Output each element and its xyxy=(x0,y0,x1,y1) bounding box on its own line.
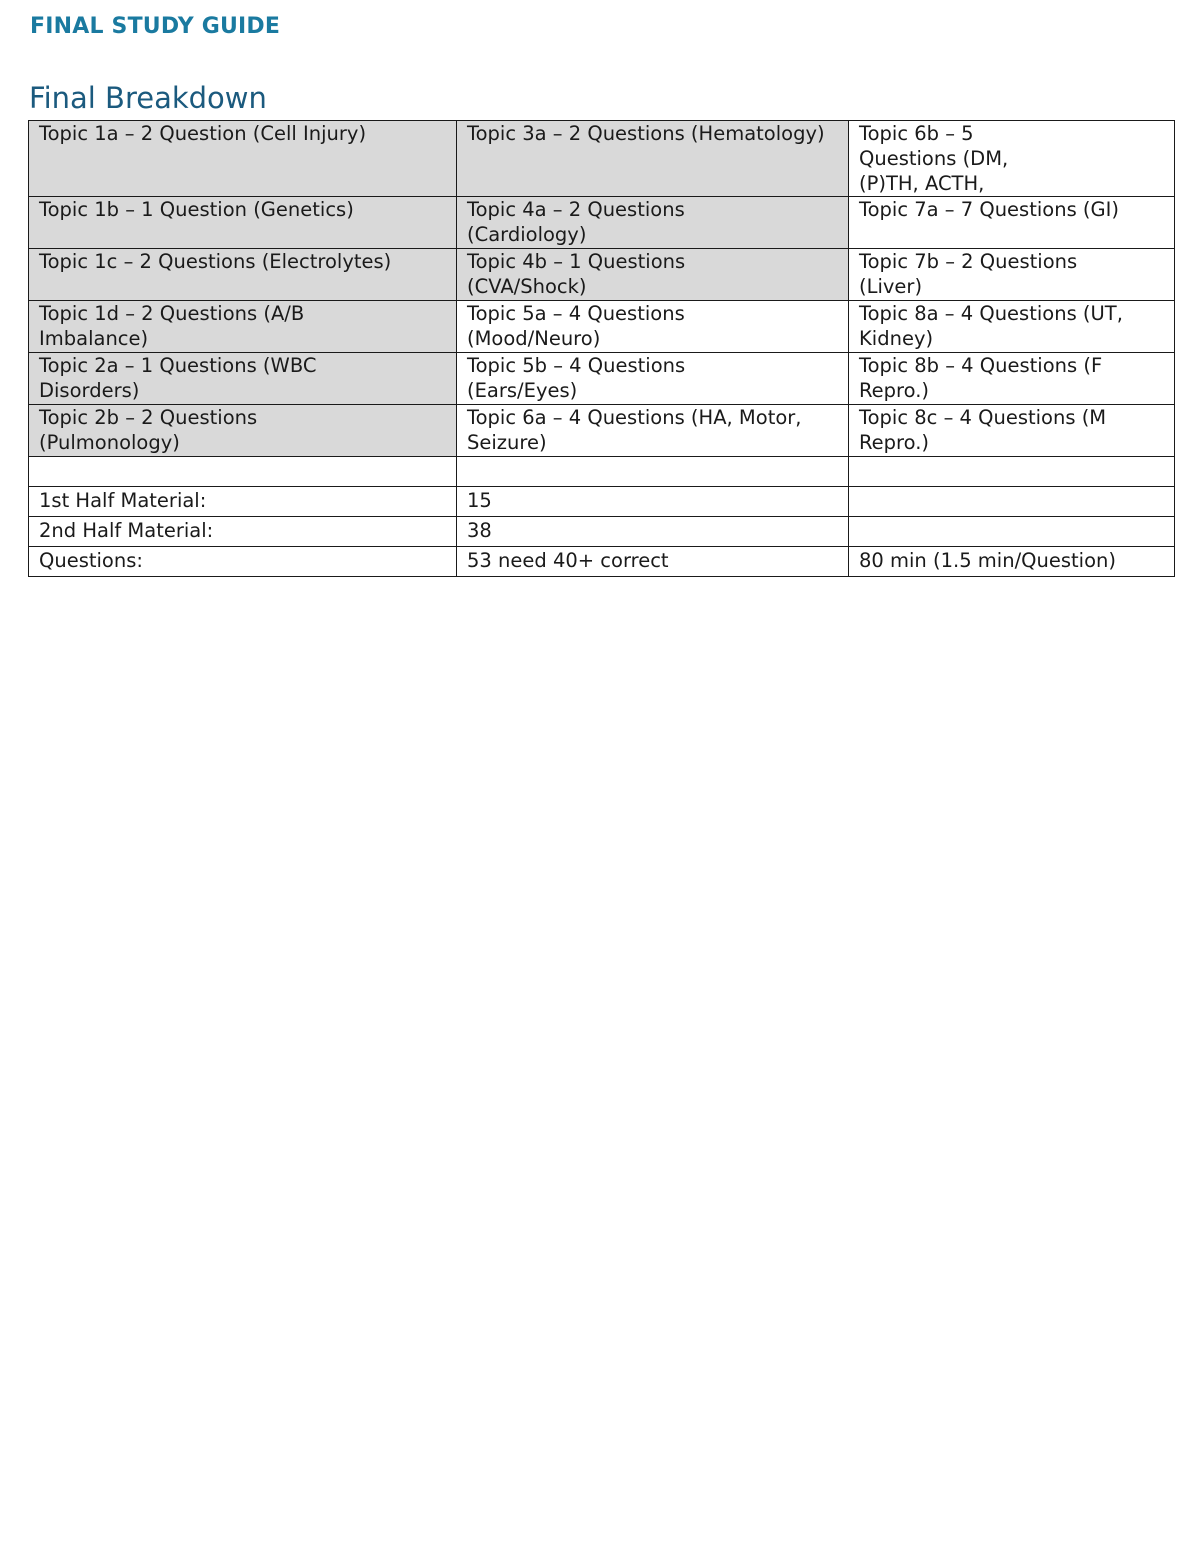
table-cell: Topic 5b – 4 Questions (Ears/Eyes) xyxy=(457,353,849,405)
summary-note xyxy=(849,517,1175,547)
table-cell: Topic 4a – 2 Questions (Cardiology) xyxy=(457,197,849,249)
summary-note xyxy=(849,487,1175,517)
table-row xyxy=(29,197,1175,249)
table-row xyxy=(29,121,1175,197)
section-heading: Final Breakdown xyxy=(29,81,267,115)
table-cell: Topic 8b – 4 Questions (F Repro.) xyxy=(849,353,1175,405)
summary-label: Questions: xyxy=(29,547,457,577)
summary-row xyxy=(29,487,1175,517)
table-cell-empty xyxy=(29,457,457,487)
table-cell-empty xyxy=(457,457,849,487)
table-cell: Topic 1d – 2 Questions (A/B Imbalance) xyxy=(29,301,457,353)
table-cell: Topic 7b – 2 Questions (Liver) xyxy=(849,249,1175,301)
table-cell: Topic 4b – 1 Questions (CVA/Shock) xyxy=(457,249,849,301)
table-row xyxy=(29,405,1175,457)
table-cell: Topic 7a – 7 Questions (GI) xyxy=(849,197,1175,249)
table-cell: Topic 6b – 5 Questions (DM, (P)TH, ACTH, xyxy=(849,121,1175,197)
table-cell: Topic 8c – 4 Questions (M Repro.) xyxy=(849,405,1175,457)
summary-row xyxy=(29,517,1175,547)
table-row xyxy=(29,249,1175,301)
summary-label: 1st Half Material: xyxy=(29,487,457,517)
table-cell: Topic 1c – 2 Questions (Electrolytes) xyxy=(29,249,457,301)
table-cell: Topic 3a – 2 Questions (Hematology) xyxy=(457,121,849,197)
document-title: FINAL STUDY GUIDE xyxy=(30,14,281,39)
table-cell: Topic 2b – 2 Questions (Pulmonology) xyxy=(29,405,457,457)
table-row xyxy=(29,353,1175,405)
summary-row xyxy=(29,547,1175,577)
summary-value: 15 xyxy=(457,487,849,517)
table-cell: Topic 8a – 4 Questions (UT, Kidney) xyxy=(849,301,1175,353)
summary-value: 53 need 40+ correct xyxy=(457,547,849,577)
final-breakdown-table xyxy=(28,120,1175,577)
table-cell: Topic 2a – 1 Questions (WBC Disorders) xyxy=(29,353,457,405)
table-cell: Topic 1b – 1 Question (Genetics) xyxy=(29,197,457,249)
table-cell-empty xyxy=(849,457,1175,487)
summary-label: 2nd Half Material: xyxy=(29,517,457,547)
table-row xyxy=(29,301,1175,353)
table-row-empty xyxy=(29,457,1175,487)
summary-value: 38 xyxy=(457,517,849,547)
table-cell: Topic 1a – 2 Question (Cell Injury) xyxy=(29,121,457,197)
summary-note: 80 min (1.5 min/Question) xyxy=(849,547,1175,577)
table-cell: Topic 5a – 4 Questions (Mood/Neuro) xyxy=(457,301,849,353)
table-cell: Topic 6a – 4 Questions (HA, Motor, Seizure) xyxy=(457,405,849,457)
